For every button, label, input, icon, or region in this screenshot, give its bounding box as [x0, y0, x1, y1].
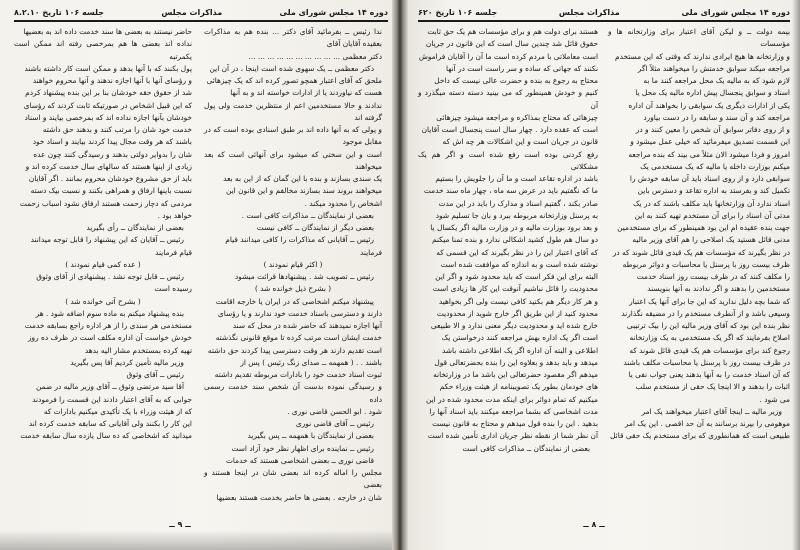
text-line: مدنی قائل هستید یک اصلاحی را هم آقای وزیر مالیه — [632, 235, 790, 245]
text-line: زیادی از اینها هستند که سالهای سال خدمت کرده اند و — [25, 161, 192, 171]
text-line: در نظر بگیرند که مؤسسات هم یک قیدی قائل شوند که در — [612, 247, 790, 257]
text-line: های خودمان بطور یک تصویبنامه از هیئت وزراء حکم — [439, 382, 598, 392]
text-line: قاضی نوری ــ بعضی اشخاصی هستند که خدمات — [225, 455, 374, 465]
text-line: جوابی که به آقای اعتبار دادند این قسمت را فرمودند — [32, 394, 192, 404]
left-page-header — [14, 5, 388, 19]
text-line: شد از حقوق حقه خودشان بنا بر این بنده پیشنهاد کردم — [25, 88, 192, 98]
text-line: بعضی از نمایندگان ــ رأی بگیرید — [86, 223, 184, 232]
text-line: ثبوت اسناد خدمت خود را بادارات مربوطه تقدیم داشته — [214, 370, 382, 379]
left-page-column-left — [14, 26, 192, 443]
text-line: باشد در اداره تقاعد است و ما آن را جلویش را بستیم — [435, 174, 598, 183]
text-line: محتاج به رجوع به بنده و حضرت عالی نیست که داخل — [434, 76, 598, 85]
text-line: است اگر یک اداره بهش مراجعه کنند درخواستن یک — [441, 333, 598, 343]
text-line: طبیعی است که همانطوری که برای مستخدم یک حقی قائل — [610, 431, 790, 441]
text-line: فرمایند — [360, 247, 382, 257]
text-line: است معاملاتی با مردم کرده است ما آن را آقایان فراموش — [418, 51, 598, 61]
left-page-number: ــ ۹ ــ — [169, 520, 191, 529]
text-line: اطلاعی و البته آن اداره اگر یک اطلاعی داشته باشد — [441, 345, 598, 355]
text-line: بنده پیشنهاد میکنم به ماده سوم اضافه شود . هر — [35, 308, 184, 318]
right-page — [404, 0, 800, 550]
text-line: مستخدمین را بدهند و اگر ندادند به آنها بنویسند — [647, 284, 790, 294]
text-line: و رسیدگی نموده بدست آن شخص سند خدمت رسمی داده — [204, 382, 382, 404]
text-line: بعضی دیگر از نمایندگان ــ کافی نیست — [256, 223, 374, 232]
text-line: محدود کنید از این طریق اگر خارج شوید از محدودیت — [436, 308, 598, 318]
text-line: رجوع کند برای مؤسسات هم یک قیدی قائل شوند که — [629, 345, 790, 355]
text-line: شان را بدوایر دولتی بدهند و رسیدگی کنند چون عده — [33, 149, 192, 159]
text-line: چیزهائی که محتاج بمذاکره و مراجعه میشود چیزهائی — [436, 112, 598, 122]
right-header-title: مذاکرات مجلس — [558, 7, 620, 17]
text-line: شان در خارجه . بعضی ها حاضر بخدمت هستند بعضیها — [216, 492, 382, 502]
text-line: آن نظر شما از نقطه نظر جریان اداری تأمین شده است — [427, 431, 598, 441]
text-line: قیام فرمایند — [155, 247, 192, 257]
text-line: رئیس ــ قابل توجه نشد . پیشنهادی از آقای وثوق — [36, 272, 184, 281]
text-line: خودش خواست آن اداره مکلف است در ظرف ده روز — [27, 333, 192, 343]
text-line: خارج شده اید و محدودیت دیگر معنی ندارد و الا طبیعی — [430, 321, 598, 330]
text-line: مردمی که دچار زحمت هستند ارفاق نشود اسباب زحمت — [19, 198, 192, 208]
text-line: به پرسنل وزارتخانه مربوطه ببرد و بان جا تسلیم شود — [435, 210, 598, 220]
text-line: رئیس ــ نماینده برای اظهار نظر خود آزاد است — [231, 443, 374, 453]
text-line: و بعد برود بوزارت مالیه و در وزارت مالیه اگر یکسال یا — [430, 223, 598, 232]
text-line: و وزارتخانه ها هیچ ایرادی ندارند که وقتی که این مستخدم — [615, 51, 790, 61]
text-line: میدانید که اشخاصی که ده سال یازده سال سابقه خدمت — [20, 431, 192, 441]
text-line: میکنم بوزارت داخله یا مالیه که یک مستخدمی یک — [640, 161, 790, 171]
text-line: اسناد و سوابق پنجسال پیش اداره مالیه یک محل یا — [635, 88, 790, 98]
text-line: جهت بنده عقیده ام این بود همینطور که برای مستخدمین — [617, 223, 790, 232]
text-line: می شود . — [759, 394, 790, 404]
text-line: آقا سید مرتضی وثوق ــ آقای وزیر مالیه در ضمن — [35, 382, 184, 392]
text-line: باشند که هر وقت مجال پیدا کردند بیایند و اسناد خود — [32, 137, 192, 147]
text-line: سوابقی دارد و از روی اسناد باید آن سابقه خودش را — [629, 174, 790, 183]
left-header-session: جلسه ۱۰۶ تاریخ ۸.۲.۱۰ — [14, 7, 105, 17]
text-line: و رؤسای آنها با آنها اجازه ندهند و آنها محروم خواهند — [32, 76, 192, 85]
right-page-header — [418, 5, 790, 19]
text-line: امروز و فردا میشود الان مثلاً می بیند که بنده مراجعه — [628, 149, 790, 159]
text-line: رفع کردنی بوده است رفع شده است و اگر هم یک مشکلاتی — [418, 149, 598, 171]
text-line: وزیر مالیه تأمین کردیم آقا پس بگیرید — [70, 357, 184, 367]
vote-note: ( بشرح آتی خوانده شد ) — [65, 296, 141, 306]
text-line: آنها اجازه نمیدهند که حاضر شده در محل که سند — [232, 321, 382, 330]
text-line: نکنند که جهاتی که ساده و سر راست است در آنها — [445, 63, 598, 73]
right-page-number: ــ ۸ ــ — [583, 520, 605, 529]
text-line: و هر کار دیگر هم بکنید کافی نیست ولی اگر بخواهید — [438, 296, 598, 306]
text-line: نظر بنده این بود که آقای وزیر مالیه این را بیک ترتیبی — [626, 321, 790, 330]
text-line: اصلاح بفرمایند که اگر یک مستخدمی به یک وزارتخانه — [629, 333, 790, 343]
text-line: موهومی را بپرند برسانند به آن حد اقصی . این یک امر — [624, 419, 790, 428]
text-line: اسناد ندارد آن وزارتخانها باید مکلف باشند که در یک — [632, 198, 790, 208]
text-line: محدودیت را قائل نباشیم آنوقت این کار ها زیادی است — [432, 284, 598, 294]
book-gutter — [392, 0, 408, 550]
text-line: خواهد بود . — [157, 210, 192, 220]
text-line: است تقدیم دارند هر وقت دسترسی پیدا کردند حق داشته — [207, 345, 382, 355]
text-line: و پولی که به آنها داده اند بر طبق اسنادی بوده است که در مقابل موجود — [204, 125, 382, 147]
text-line: نسبت باینها ارفاق و همراهی بکنند و نسبت بیک دسته — [30, 186, 192, 196]
text-line: و از روی دفاتر سوابق آن شخص را معین کنند و در — [635, 125, 790, 134]
text-line: بدهید . این را بنده قول میدهم و محتاج به قانون نیست — [432, 419, 598, 428]
text-line: است که عقده دارد . چهار سال است پنجسال است آقایان — [421, 125, 598, 134]
text-line: ظرف بیست روز با پرسنل یا محاسبات و دوائر مربوطه — [622, 259, 790, 269]
text-line: باید از حق مشروع خودشان محروم بمانند . اگر آقایان — [28, 174, 192, 183]
text-line: دکتر معظمی ... ... ... ... ... ... ... ... ... ... — [248, 51, 382, 61]
text-line: رئیس ــ آقایان که این پیشنهاد را قابل توجه میدانند — [30, 235, 184, 245]
text-line: حاضر نیستند به بعضی ها سند خدمت داده اند به بعضیها — [23, 27, 192, 36]
text-line: که آن اسناد خدمت را به آنها بدهند یعنی جواب نفی یا — [628, 370, 790, 379]
right-page-column-right — [608, 26, 790, 443]
text-line: بعضی از نمایندگان با همهمه ــ پس بگیرید — [247, 431, 374, 441]
text-line: صادر بکند ، گفتیم اسناد و مدارک را باید در این مدت — [438, 198, 598, 208]
text-line: هستند برای دولت هم و برای مؤسسات هم یک حق ثابت — [427, 27, 598, 36]
text-line: لازم شود که به مالیه یک محل مراجعه کنند ما به — [643, 76, 790, 85]
text-line: دکتر معظمی ــ یک سهوی شده است اینجا ، در آن این — [209, 63, 374, 73]
text-line: ندا رئیس ــ بفرمائید آقای دکتر ... بنده هم به مذاکرات بعقیده آقایان آقای — [204, 27, 382, 49]
text-line: خدمت خود شان را مرتب کنند و بدهند حق داشته — [42, 125, 192, 134]
text-line: اثبات را بدهند و الا اینجا یک حقی از مستخدم سلب — [635, 382, 790, 392]
text-line: این کار را بکنند ولی آقایانی که سابقه خدمت کرده اند — [28, 419, 192, 428]
text-line: میکنیم که تمام دوائر برای اینکه مدت محدود شده در این — [426, 394, 598, 404]
text-line: ما که نگفتیم باید در عرض سه ماه ، چهار ماه سند خدمت — [423, 186, 598, 196]
left-header-title: مذاکرات مجلس — [161, 7, 223, 17]
text-line: در ظرف بیست روز با پرسنل یا محاسبات مکلف باشند — [623, 357, 790, 367]
left-header-volume: دوره ۱۴ مجلس شورای ملی — [279, 7, 388, 17]
vote-note: ( بشرح ذیل خوانده شد ) — [254, 284, 332, 294]
text-line: شود . ابو الحسن قاضی نوری . — [287, 406, 382, 416]
text-line: رئیس ــ آقایانی که مذاکرات را کافی میدانند قیام — [225, 235, 374, 245]
right-page-column-left — [418, 26, 598, 455]
text-line: که آقای اعتبار این را در نظر بگیرند که این قسمی که — [436, 247, 598, 257]
text-line: پیشنهاد میکنم اشخاصی که در ایران یا خارجه اقامت — [215, 296, 374, 306]
text-line: خدمت ایشان است مرتب کرده تا موقع قانونی نگذشته — [215, 333, 382, 343]
text-line: یک سندی بسازند و بنده با این گمان که از این به بعد — [223, 174, 382, 183]
text-line: مدت اشخاصی که بشما مراجعه میکنند باید اسناد آنها را — [429, 406, 598, 416]
vote-note: ( عده کمی قیام نمودند ) — [65, 259, 141, 269]
text-line: دارند و دسترسی باسناد خدمت خود ندارند و یا رؤسای — [217, 308, 382, 318]
right-header-session: جلسه ۱۰۶ تاریخ ۶۲۰ — [418, 7, 498, 17]
text-line: ملحق که آقای اعتبار همچو تصور کرده اند که یک چیزهائی — [206, 76, 382, 85]
text-line: وزیر مالیه ــ اینجا آقای اعتبار میخواهند یک امر — [641, 406, 782, 416]
text-line: مراجعه میکند سوابق خدمتش را میخواهند مثلاً اگر — [637, 63, 790, 73]
text-line: اشخاص را محدود میکند . — [304, 198, 382, 208]
text-line: حقوق قائل شد چندین سال است که این قانون در جریان — [425, 39, 598, 49]
text-line: تهیه کرده بمستخدم مشار الیه بدهد — [84, 345, 192, 355]
right-header-volume: دوره ۱۴ مجلس شورای ملی — [681, 7, 790, 17]
text-line: کنیم و خودش همینطور که می بینید دسته دسته میگذرد و آن — [418, 88, 598, 110]
text-line: که این قبیل اشخاص در صورتیکه ثابت کردند که رؤسای — [23, 100, 192, 110]
text-line: بعضی از نمایندگان ــ مذاکرات کافی است — [462, 443, 590, 453]
text-line: که شما بچه دلیل ندارید که این جا برای آنها یک اعتبار — [629, 296, 790, 306]
text-line: بیمه دولت ــ و لیکن آقای اعتبار برای وزارتخانه ها و مؤسسات — [608, 27, 790, 49]
text-line: رئیس ــ آقای وثوق — [126, 370, 184, 379]
page-edge-shadow — [0, 530, 396, 550]
text-line: تکمیل کند و بفرستد به اداره تقاعد و دسترس باین — [637, 186, 790, 196]
text-line: باشند . . ( همهمه ــ صدای زنگ رئیس ) پس از — [240, 357, 382, 367]
text-line: مراجعه کند و آن سند و سابقه را در دست بیاورد — [643, 112, 790, 122]
text-line: قانون در جریان است و این اشکالات هر چه اش که — [442, 137, 598, 147]
text-line: رئیس ــ آقای قاضی نوری — [295, 419, 374, 428]
right-header-rule — [418, 20, 790, 22]
text-line: را مکلف کنند که در ظرف بیست روز اسناد خدمت — [636, 272, 790, 281]
text-line: میدهد و باید بدهد و بعلاوه این را بنده بحضرتعالی قول — [434, 357, 598, 367]
text-line: مجلس را اماله کرده اند بعضی شان در اینجا هستند و بعضی — [204, 468, 382, 490]
text-line: میخواهند بروند سند بسازند مخالفم و این قانون این — [225, 186, 382, 196]
page-edge-shadow — [792, 0, 800, 550]
text-line: نوشته شده است و به اندازه که موافقت شده است — [440, 259, 598, 269]
vote-note: ( اکثر قیام نمودند ) — [263, 259, 323, 269]
text-line: خودشان بآنها اجازه نداده اند که بمرخصی بیایند و اسناد — [24, 112, 192, 122]
text-line: پول بکنند که با آنها بدهد و ممکن است کار داشته باشند — [24, 63, 192, 73]
text-line: هست که نیاوردند یا از ادارات خواسته اند و به آنها — [230, 88, 382, 98]
text-line: مدتی آن اسناد را برای آن مستخدم تهیه کنند به این — [634, 210, 790, 220]
text-line: که از هیئت وزراء با یک تأکیدی میکنیم بادارات که — [43, 406, 192, 416]
text-line: رئیس ــ تصویب شد . پیشنهادها قرائت میشود — [234, 272, 374, 281]
text-line: وسیعی باشد و از آنطرف مستخدم را در مضیقه نگذارند — [621, 308, 790, 318]
text-line: یکی از ادارات دیگری یک سوابقی را بخواهند آن اداره — [628, 100, 790, 110]
text-line: است و این سختی که میشود برای آنهائی است که بعد میخواهند — [204, 149, 382, 171]
text-line: ندادند و حالا مستخدمین اعم از منتظرین خدمت ولی پول گرفته اند — [204, 100, 382, 122]
left-page — [0, 0, 396, 550]
text-line: این قسمت تصدیق میفرمائید که خیلی عمل میشود و — [630, 137, 790, 147]
text-line: مستخدمی هر سندی را از هر اداره راجع بسابقه خدمت — [24, 321, 192, 330]
text-line: نداده اند بعضی ها هم بمرخصی رفته اند ممکن است یکمرتبه — [14, 39, 192, 61]
text-line: میدهم اگر مقصود حضرتعالی این باشد ما در وزارتخانه — [433, 370, 598, 379]
left-header-rule — [14, 20, 388, 22]
text-line: دو سال هم طول کشید اشکالی ندارد و بنده تمنا میکنم — [432, 235, 598, 245]
text-line: البته برای این فکر است که باید محدود شود و اگر این — [435, 272, 598, 281]
left-page-column-right — [204, 26, 382, 504]
text-line: بعضی از نمایندگان ــ مذاکرات کافی است . — [241, 210, 374, 220]
text-line: رسیده است — [154, 284, 192, 294]
